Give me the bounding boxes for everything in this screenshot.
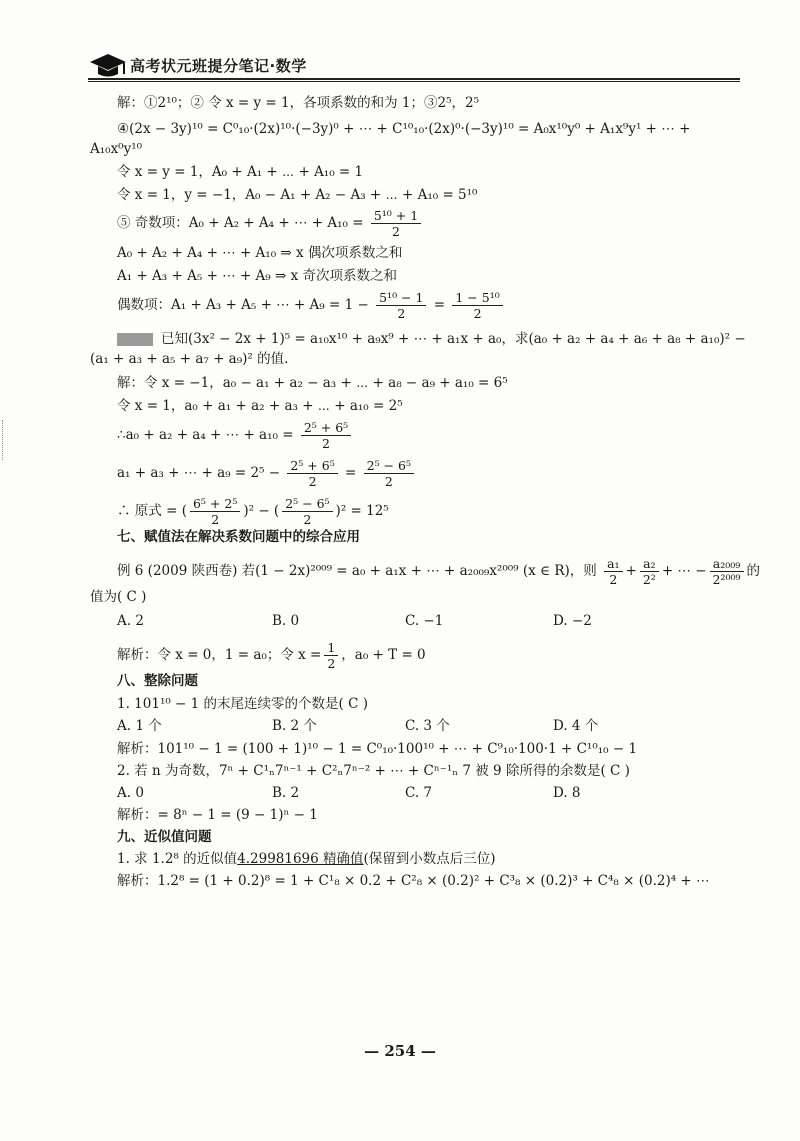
practice-solution-1: 解：令 x = −1，a₀ − a₁ + a₂ − a₃ + ⋯ + a₈ − a₉ + a₁₀ = 6⁵ — [117, 375, 508, 391]
de-text: 的 — [746, 563, 761, 579]
solution-line-5: 令 x = 1，y = −1，A₀ − A₁ + A₂ − A₃ + ⋯ + A₁₀ = 5¹⁰ — [117, 187, 478, 203]
fraction-denominator: 2 — [397, 306, 406, 321]
odd-sum-text: a₁ + a₃ + ⋯ + a₉ = 2⁵ − — [117, 465, 281, 481]
fraction-denominator: 2 — [392, 224, 400, 239]
choice-b: B. 2 个 — [272, 718, 317, 734]
square-minus: )² − ( — [243, 503, 280, 519]
fraction-numerator: a₂ — [640, 556, 659, 572]
choice-d: D. −2 — [553, 613, 592, 629]
practice-problem-line-2: (a₁ + a₃ + a₅ + a₇ + a₉)² 的值. — [90, 351, 289, 367]
problem-9-1-solution: 解析：1.2⁸ = (1 + 0.2)⁸ = 1 + C¹₈ × 0.2 + C²₈ × (0.2)² + C³₈ × (0.2)³ + C⁴₈ × (0.2)⁴ + ⋯ — [117, 873, 710, 889]
choice-c: C. 3 个 — [405, 718, 450, 734]
page-number: — 254 — — [364, 1042, 436, 1060]
problem-8-2-solution: 解析：= 8ⁿ − 1 = (9 − 1)ⁿ − 1 — [117, 807, 318, 823]
practice-solution-3 — [117, 420, 354, 451]
problem-8-1-solution: 解析：101¹⁰ − 1 = (100 + 1)¹⁰ − 1 = C⁰₁₀·100¹⁰ + ⋯ + C⁹₁₀·100·1 + C¹⁰₁₀ − 1 — [117, 741, 638, 757]
choice-a: A. 1 个 — [117, 718, 162, 734]
choice-d: D. 4 个 — [553, 718, 599, 734]
header-rule — [88, 78, 740, 80]
practice-solution-2: 令 x = 1，a₀ + a₁ + a₂ + a₃ + ⋯ + a₁₀ = 2⁵ — [117, 398, 403, 414]
fraction-numerator: 5¹⁰ − 1 — [376, 290, 426, 306]
fraction-denominator: 2 — [609, 572, 618, 587]
graduation-cap-icon — [88, 50, 128, 78]
fraction-numerator: 2⁵ + 6⁵ — [287, 458, 337, 474]
fraction — [364, 458, 414, 489]
header-rule-thin — [88, 81, 740, 82]
example-6-text: 例 6 (2009 陕西卷) 若(1 − 2x)²⁰⁰⁹ = a₀ + a₁x + ⋯ + a₂₀₀₉x²⁰⁰⁹ (x ∈ R)，则 — [117, 563, 597, 579]
section-heading-8: 八、整除问题 — [117, 673, 198, 689]
solution-line-9 — [117, 290, 506, 321]
fraction-numerator: 1 — [324, 640, 338, 656]
fraction-denominator: 2 — [384, 474, 393, 489]
example-6-line-2: 值为( C ) — [90, 589, 147, 605]
problem-9-1 — [117, 850, 496, 868]
fraction — [604, 556, 622, 587]
even-sum-text: ∴a₀ + a₂ + a₄ + ⋯ + a₁₀ = — [117, 427, 294, 443]
solution-line-1: 解：①2¹⁰；② 令 x = y = 1，各项系数的和为 1；③2⁵，2⁵ — [117, 95, 479, 111]
even-terms-text: 偶数项：A₁ + A₃ + A₅ + ⋯ + A₉ = 1 − — [117, 297, 369, 313]
choice-a: A. 2 — [117, 613, 144, 629]
problem-9-1-text: 1. 求 1.2⁸ 的近似值 — [117, 851, 238, 867]
solution-line-2: ④(2x − 3y)¹⁰ = C⁰₁₀·(2x)¹⁰·(−3y)⁰ + ⋯ + C¹⁰₁₀·(2x)⁰·(−3y)¹⁰ = A₀x¹⁰y⁰ + A₁x⁹y¹ + ⋯ + — [117, 121, 691, 137]
equals-sign: = — [433, 297, 446, 313]
fraction-numerator: 2⁵ + 6⁵ — [301, 420, 351, 436]
fraction — [301, 420, 351, 451]
problem-8-1: 1. 101¹⁰ − 1 的末尾连续零的个数是( C ) — [117, 696, 368, 712]
example-6-solution — [117, 640, 426, 671]
solution-line-4: 令 x = y = 1，A₀ + A₁ + ⋯ + A₁₀ = 1 — [117, 164, 364, 180]
section-heading-7: 七、赋值法在解决系数问题中的综合应用 — [117, 529, 360, 545]
fraction-numerator: 2⁵ − 6⁵ — [364, 458, 414, 474]
fraction-denominator: 2 — [303, 512, 312, 527]
page-header — [88, 50, 740, 82]
fraction — [640, 556, 659, 587]
dots-minus: + ⋯ − — [661, 563, 707, 579]
fraction-denominator: 2 — [308, 474, 317, 489]
example-6-solution-text: 解析：令 x = 0，1 = a₀；令 x = — [117, 647, 322, 663]
open-paren: ( — [181, 503, 187, 519]
fraction — [190, 496, 240, 527]
equals-sign: = — [345, 465, 357, 481]
choice-c: C. 7 — [405, 785, 433, 801]
plus-sign: + — [625, 563, 637, 579]
practice-text: 已知(3x² − 2x + 1)⁵ = a₁₀x¹⁰ + a₉x⁹ + ⋯ + a₁x + a₀，求(a₀ + a₂ + a₄ + a₆ + a₈ + a₁₀)² − — [161, 331, 746, 347]
odd-terms-text: ⑤ 奇数项：A₀ + A₂ + A₄ + ⋯ + A₁₀ = — [117, 215, 364, 231]
fraction-numerator: 6⁵ + 2⁵ — [190, 496, 240, 512]
fraction — [282, 496, 332, 527]
scan-edge-mark — [2, 420, 5, 460]
fraction — [324, 640, 338, 671]
result-text: ∴ 原式 = — [117, 503, 178, 519]
fraction — [376, 290, 426, 321]
practice-solution-5 — [117, 496, 389, 527]
practice-solution-4 — [117, 458, 417, 489]
fraction-numerator: a₁ — [604, 556, 622, 572]
fraction — [710, 556, 744, 587]
choice-a: A. 0 — [117, 785, 144, 801]
fraction-denominator: 2²⁰⁰⁹ — [712, 572, 741, 587]
choice-b: B. 0 — [272, 613, 300, 629]
fraction-denominator: 2 — [322, 436, 330, 451]
a0-plus-t-text: ，a₀ + T = 0 — [341, 647, 426, 663]
fraction-denominator: 2 — [473, 306, 482, 321]
solution-line-3: A₁₀x⁰y¹⁰ — [90, 141, 143, 157]
choice-b: B. 2 — [272, 785, 300, 801]
fraction — [287, 458, 337, 489]
fraction-numerator: 1 − 5¹⁰ — [452, 290, 502, 306]
fraction-numerator: 2⁵ − 6⁵ — [282, 496, 332, 512]
section-heading-9: 九、近似值问题 — [117, 829, 212, 845]
practice-problem-line-1 — [117, 330, 746, 348]
fraction-numerator: a₂₀₀₉ — [710, 556, 744, 572]
fraction — [371, 208, 421, 239]
fraction-denominator: 2 — [211, 512, 220, 527]
solution-line-8: A₁ + A₃ + A₅ + ⋯ + A₉ ⇒ x 奇次项系数之和 — [117, 268, 398, 284]
example-6-line-1 — [117, 556, 760, 587]
problem-8-2: 2. 若 n 为奇数，7ⁿ + C¹ₙ7ⁿ⁻¹ + C²ₙ7ⁿ⁻² + ⋯ + Cⁿ⁻¹ₙ 7 被 9 除所得的余数是( C ) — [117, 763, 630, 779]
square-equals-result: )² = 12⁵ — [335, 503, 389, 519]
fraction-numerator: 5¹⁰ + 1 — [371, 208, 421, 224]
header-title: 高考状元班提分笔记·数学 — [130, 57, 307, 75]
precision-note: (保留到小数点后三位) — [363, 851, 496, 867]
solution-line-7: A₀ + A₂ + A₄ + ⋯ + A₁₀ ⇒ x 偶次项系数之和 — [117, 245, 403, 261]
practice-label-mark — [117, 333, 153, 346]
exact-value: 4.29981696 精确值 — [237, 851, 364, 867]
fraction — [452, 290, 502, 321]
fraction-denominator: 2² — [642, 572, 656, 587]
choice-c: C. −1 — [405, 613, 444, 629]
fraction-denominator: 2 — [327, 656, 336, 671]
choice-d: D. 8 — [553, 785, 581, 801]
solution-line-6 — [117, 208, 424, 239]
